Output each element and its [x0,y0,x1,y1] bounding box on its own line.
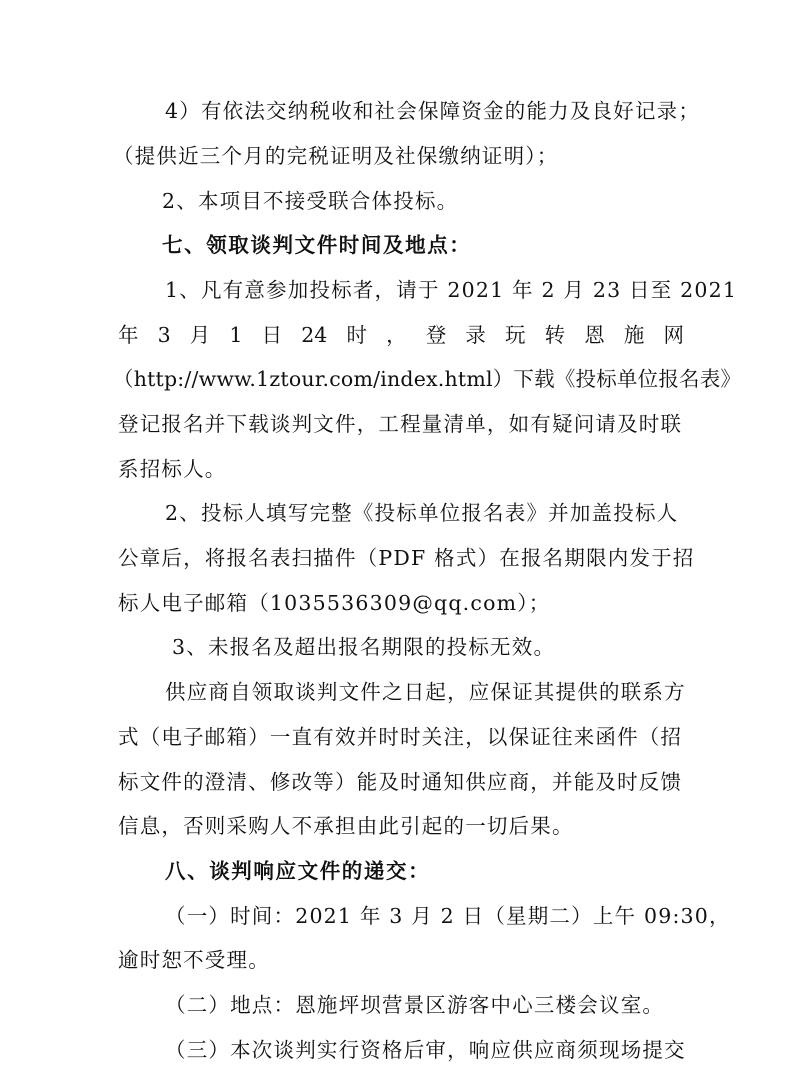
justified-word: 恩 [584,323,605,347]
justified-word: 转 [544,323,566,347]
justified-word: 玩 [504,323,526,347]
paragraph-line: 2、本项目不接受联合体投标。 [162,189,459,213]
justified-word: 时 [346,323,367,347]
justified-word: 3 [157,323,171,347]
paragraph-line: （一）时间：2021 年 3 月 2 日（星期二）上午 09:30， [165,904,731,928]
paragraph-line-justified [118,322,684,348]
justified-word: 施 [623,323,645,347]
paragraph-line: 登记报名并下载谈判文件，工程量清单，如有疑问请及时联 [118,412,683,436]
justified-word: 网 [663,323,684,347]
paragraph-line: 供应商自领取谈判文件之日起，应保证其提供的联系方 [165,680,686,704]
justified-word: 录 [465,323,486,347]
justified-word: 月 [189,323,211,347]
justified-word: 年 [118,323,139,347]
paragraph-line: 式（电子邮箱）一直有效并时时关注，以保证往来函件（招 [118,725,683,749]
paragraph-line: 3、未报名及超出报名期限的投标无效。 [172,635,556,659]
paragraph-line: （http://www.1ztour.com/index.html）下载《投标单位报名表》 [113,367,742,391]
paragraph-line: 逾时恕不受理。 [118,948,270,972]
section-heading: 八、谈判响应文件的递交： [165,859,431,883]
justified-word: 日 [261,323,283,347]
paragraph-line: 系招标人。 [118,457,227,481]
justified-word: 24 [301,323,328,347]
justified-word: ， [386,323,407,347]
paragraph-line: 公章后，将报名表扫描件（PDF 格式）在报名期限内发于招 [118,546,695,570]
paragraph-line: 2、投标人填写完整《投标单位报名表》并加盖投标人 [165,501,679,525]
paragraph-line: （三）本次谈判实行资格后审，响应供应商须现场提交 [165,1038,686,1062]
section-heading: 七、领取谈判文件时间及地点： [162,233,472,257]
justified-word: 1 [229,323,243,347]
justified-word: 登 [425,323,447,347]
paragraph-line: 4）有依法交纳税收和社会保障资金的能力及良好记录； [165,99,701,123]
paragraph-line: 1、凡有意参加投标者，请于 2021 年 2 月 23 日至 2021 [165,278,738,302]
paragraph-line: 信息，否则采购人不承担由此引起的一切后果。 [118,814,574,838]
paragraph-line: 标文件的澄清、修改等）能及时通知供应商，并能及时反馈 [118,770,683,794]
paragraph-line: （二）地点：恩施坪坝营景区游客中心三楼会议室。 [165,993,665,1017]
paragraph-line: （提供近三个月的完税证明及社保缴纳证明）； [113,144,559,168]
paragraph-line: 标人电子邮箱（1035536309@qq.com）； [118,591,551,615]
